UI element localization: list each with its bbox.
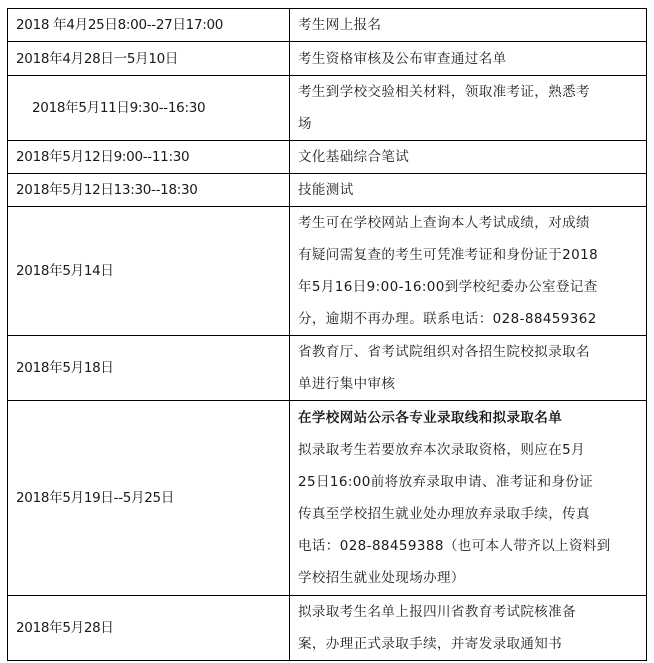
table-row — [8, 141, 647, 174]
date-cell: 2018年5月12日13:30--18:30 — [8, 174, 290, 207]
event-text-line: 分，逾期不再办理。联系电话：028-88459362 — [298, 311, 597, 327]
admission-schedule-table — [7, 8, 647, 661]
date-cell: 2018年5月11日9:30--16:30 — [8, 76, 290, 141]
event-text-line: 省教育厅、省考试院组织对各招生院校拟录取名 — [298, 344, 590, 360]
event-cell — [290, 174, 647, 207]
event-text-line: 案，办理正式录取手续，并寄发录取通知书 — [298, 636, 563, 652]
event-text-line: 单进行集中审核 — [298, 376, 396, 392]
event-text-line: 考生到学校交验相关材料，领取准考证，熟悉考 — [298, 84, 590, 100]
event-text-line: 学校招生就业处现场办理） — [298, 570, 465, 586]
event-cell — [290, 76, 647, 141]
event-cell — [290, 42, 647, 76]
event-heading: 在学校网站公示各专业录取线和拟录取名单 — [298, 410, 563, 426]
event-cell — [290, 207, 647, 336]
event-text-line: 考生资格审核及公布审查通过名单 — [298, 50, 507, 67]
event-text-line: 25日16:00前将放弃录取申请、准考证和身份证 — [298, 474, 594, 490]
table-row — [8, 207, 647, 336]
event-text-line: 文化基础综合笔试 — [298, 149, 410, 165]
event-cell — [290, 336, 647, 401]
table-row — [8, 76, 647, 141]
event-cell — [290, 401, 647, 596]
event-cell — [290, 596, 647, 661]
date-cell: 2018年5月19日--5月25日 — [8, 401, 290, 596]
event-text-line: 考生可在学校网站上查询本人考试成绩，对成绩 — [298, 215, 590, 231]
event-cell — [290, 9, 647, 42]
event-text-line: 拟录取考生若要放弃本次录取资格，则应在5月 — [298, 442, 585, 458]
table-row — [8, 336, 647, 401]
event-text-line: 有疑问需复查的考生可凭准考证和身份证于2018 — [298, 247, 599, 263]
date-cell: 2018年4月28日一5月10日 — [8, 42, 290, 76]
date-cell: 2018 年4月25日8:00--27日17:00 — [8, 9, 290, 42]
event-text-line: 电话：028-88459388（也可本人带齐以上资料到 — [298, 538, 611, 554]
event-text-line: 年5月16日9:00-16:00到学校纪委办公室登记查 — [298, 279, 598, 295]
event-text-line: 考生网上报名 — [298, 17, 382, 33]
date-cell: 2018年5月12日9:00--11:30 — [8, 141, 290, 174]
event-text-line: 技能测试 — [298, 182, 354, 198]
table-row — [8, 9, 647, 42]
event-text-line: 传真至学校招生就业处办理放弃录取手续，传真 — [298, 506, 590, 522]
table-row — [8, 596, 647, 661]
event-cell — [290, 141, 647, 174]
table-row — [8, 401, 647, 596]
event-text-line: 拟录取考生名单上报四川省教育考试院核准备 — [298, 604, 576, 620]
table-row — [8, 174, 647, 207]
table-row — [8, 42, 647, 76]
date-cell: 2018年5月18日 — [8, 336, 290, 401]
event-text-line: 场 — [298, 116, 312, 132]
date-cell: 2018年5月14日 — [8, 207, 290, 336]
date-cell: 2018年5月28日 — [8, 596, 290, 661]
